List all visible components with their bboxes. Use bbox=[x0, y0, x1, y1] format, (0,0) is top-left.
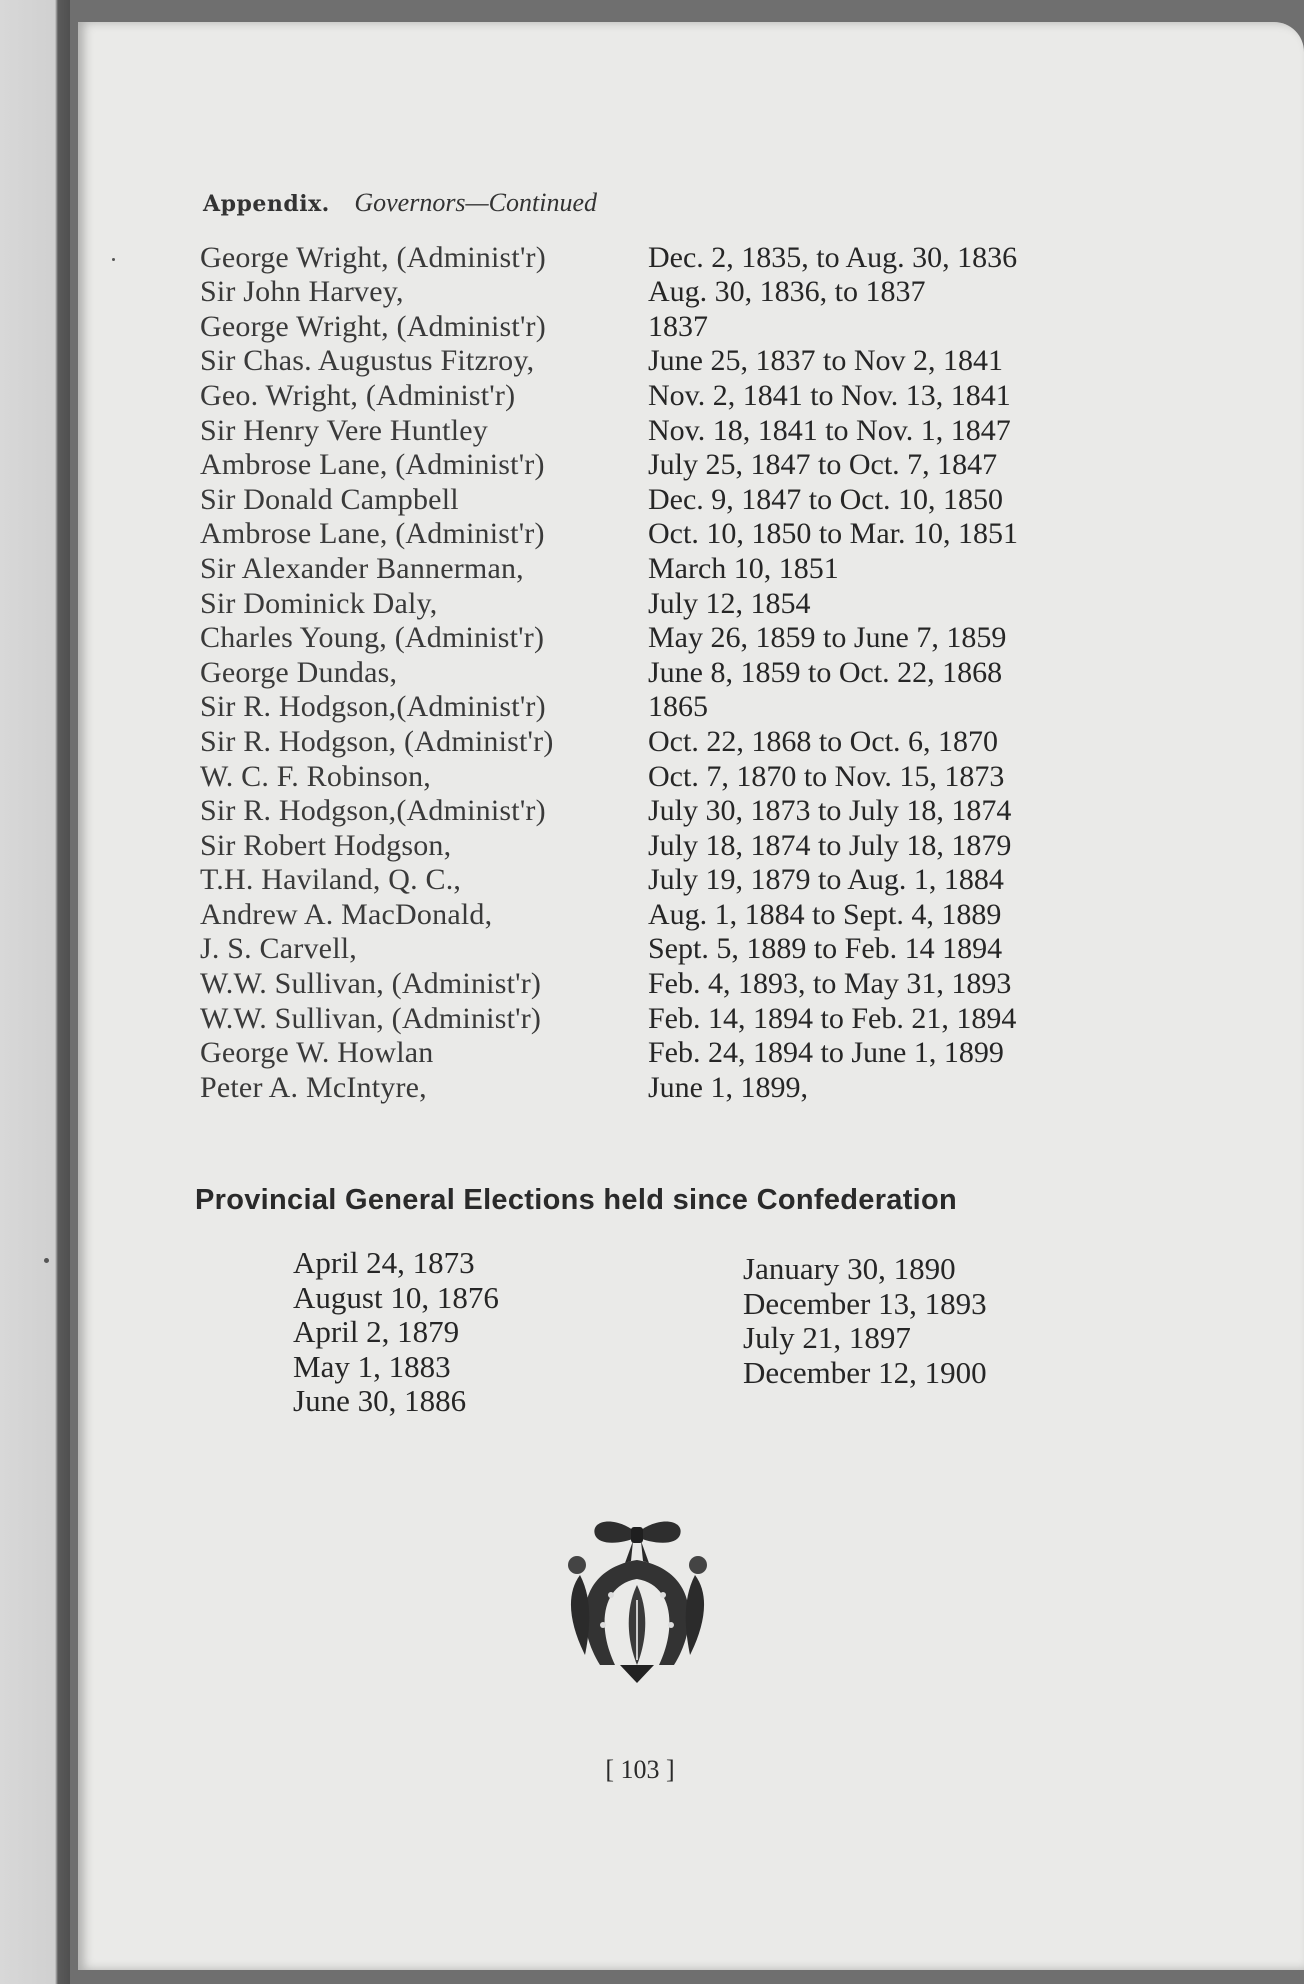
governor-term: Feb. 14, 1894 to Feb. 21, 1894 bbox=[648, 1001, 1017, 1035]
election-date: January 30, 1890 bbox=[743, 1251, 956, 1286]
governor-name: Geo. Wright, (Administ'r) bbox=[200, 378, 516, 412]
governor-row bbox=[200, 482, 1120, 517]
governor-name: Sir R. Hodgson,(Administ'r) bbox=[200, 794, 546, 828]
governor-term: July 12, 1854 bbox=[648, 586, 811, 620]
governor-row bbox=[200, 621, 1120, 656]
governor-name: Sir Henry Vere Huntley bbox=[200, 413, 488, 447]
governor-name: Sir Dominick Daly, bbox=[200, 586, 438, 620]
election-date: August 10, 1876 bbox=[293, 1279, 499, 1315]
governor-name: W.W. Sullivan, (Administ'r) bbox=[200, 1001, 542, 1035]
governor-name: T.H. Haviland, Q. C., bbox=[200, 863, 462, 897]
governor-term: Feb. 4, 1893, to May 31, 1893 bbox=[648, 967, 1012, 1001]
governor-name: Sir Robert Hodgson, bbox=[200, 828, 452, 862]
governor-term: July 18, 1874 to July 18, 1879 bbox=[648, 828, 1012, 862]
governor-name: George W. Howlan bbox=[200, 1036, 434, 1070]
governor-name: George Wright, (Administ'r) bbox=[200, 240, 546, 274]
elections-right-column bbox=[743, 1252, 987, 1390]
governor-name: W.W. Sullivan, (Administ'r) bbox=[200, 967, 542, 1001]
election-date: May 1, 1883 bbox=[293, 1348, 451, 1384]
governor-name: Sir Donald Campbell bbox=[200, 482, 459, 516]
governor-name: Ambrose Lane, (Administ'r) bbox=[200, 448, 545, 482]
governor-row bbox=[200, 759, 1120, 794]
governor-row bbox=[200, 724, 1120, 759]
scan-edge bbox=[0, 0, 70, 1984]
governor-name: George Dundas, bbox=[200, 655, 398, 689]
governor-row bbox=[200, 897, 1120, 932]
election-date: April 24, 1873 bbox=[293, 1245, 475, 1280]
appendix-label: Appendix. bbox=[203, 191, 330, 217]
governor-name: Sir R. Hodgson, (Administ'r) bbox=[200, 724, 554, 758]
governor-name: Sir Alexander Bannerman, bbox=[200, 551, 524, 585]
governor-term: July 25, 1847 to Oct. 7, 1847 bbox=[648, 448, 998, 482]
election-date: July 21, 1897 bbox=[743, 1320, 911, 1355]
governor-term: June 1, 1899, bbox=[648, 1070, 808, 1104]
election-date: April 2, 1879 bbox=[293, 1314, 460, 1349]
governor-term: Dec. 2, 1835, to Aug. 30, 1836 bbox=[648, 240, 1018, 274]
running-head bbox=[203, 188, 597, 218]
governor-term: May 26, 1859 to June 7, 1859 bbox=[648, 621, 1007, 655]
governor-row bbox=[200, 413, 1120, 448]
governor-term: Feb. 24, 1894 to June 1, 1899 bbox=[648, 1036, 1004, 1070]
governor-name: J. S. Carvell, bbox=[200, 932, 357, 966]
governor-row bbox=[200, 448, 1120, 483]
governor-name: Sir Chas. Augustus Fitzroy, bbox=[200, 344, 535, 378]
governor-name: Sir John Harvey, bbox=[200, 275, 404, 309]
governor-term: March 10, 1851 bbox=[648, 551, 839, 585]
governor-name: Sir R. Hodgson,(Administ'r) bbox=[200, 690, 546, 724]
governor-term: June 8, 1859 to Oct. 22, 1868 bbox=[648, 655, 1003, 689]
governor-row bbox=[200, 932, 1120, 967]
governor-term: Oct. 10, 1850 to Mar. 10, 1851 bbox=[648, 517, 1018, 551]
governor-row bbox=[200, 1036, 1120, 1071]
governor-name: Charles Young, (Administ'r) bbox=[200, 621, 545, 655]
election-date: December 12, 1900 bbox=[743, 1354, 987, 1390]
governor-term: Dec. 9, 1847 to Oct. 10, 1850 bbox=[648, 482, 1003, 516]
election-date: December 13, 1893 bbox=[743, 1285, 987, 1321]
governor-term: Nov. 18, 1841 to Nov. 1, 1847 bbox=[648, 413, 1011, 447]
governor-term: Aug. 1, 1884 to Sept. 4, 1889 bbox=[648, 897, 1002, 931]
governor-row bbox=[200, 378, 1120, 413]
governor-name: Ambrose Lane, (Administ'r) bbox=[200, 517, 545, 551]
governor-row bbox=[200, 275, 1120, 310]
governor-term: July 19, 1879 to Aug. 1, 1884 bbox=[648, 863, 1004, 897]
governor-name: W. C. F. Robinson, bbox=[200, 759, 431, 793]
governor-row bbox=[200, 586, 1120, 621]
governor-row bbox=[200, 690, 1120, 725]
governor-row bbox=[200, 240, 1120, 275]
speck bbox=[44, 1258, 49, 1263]
election-date: June 30, 1886 bbox=[293, 1383, 467, 1418]
horseshoe-ribbon-ornament-icon bbox=[555, 1515, 720, 1685]
governor-row bbox=[200, 1001, 1120, 1036]
page-number: [ 103 ] bbox=[605, 1755, 675, 1784]
governor-term: Sept. 5, 1889 to Feb. 14 1894 bbox=[648, 932, 1003, 966]
speck bbox=[112, 258, 115, 261]
governor-term: Oct. 22, 1868 to Oct. 6, 1870 bbox=[648, 724, 998, 758]
governor-row bbox=[200, 655, 1120, 690]
governor-term: Nov. 2, 1841 to Nov. 13, 1841 bbox=[648, 378, 1011, 412]
governor-row bbox=[200, 794, 1120, 829]
governor-row bbox=[200, 517, 1120, 552]
governor-name: Andrew A. MacDonald, bbox=[200, 897, 493, 931]
governor-name: Peter A. McIntyre, bbox=[200, 1070, 427, 1104]
governor-row bbox=[200, 1070, 1120, 1105]
governor-term: Aug. 30, 1836, to 1837 bbox=[648, 275, 926, 309]
governor-row bbox=[200, 863, 1120, 898]
governor-term: July 30, 1873 to July 18, 1874 bbox=[648, 794, 1012, 828]
governor-name: George Wright, (Administ'r) bbox=[200, 309, 546, 343]
governor-row bbox=[200, 344, 1120, 379]
governor-row bbox=[200, 966, 1120, 1001]
governor-row bbox=[200, 309, 1120, 344]
governors-table bbox=[200, 240, 1120, 1105]
governor-row bbox=[200, 551, 1120, 586]
elections-heading: Provincial General Elections held since Confederation bbox=[195, 1184, 958, 1216]
governor-row bbox=[200, 828, 1120, 863]
governor-term: June 25, 1837 to Nov 2, 1841 bbox=[648, 344, 1003, 378]
governor-term: 1837 bbox=[648, 309, 708, 343]
governor-term: 1865 bbox=[648, 690, 708, 724]
section-label: Governors—Continued bbox=[354, 188, 598, 217]
elections-left-column bbox=[293, 1246, 499, 1419]
governor-term: Oct. 7, 1870 to Nov. 15, 1873 bbox=[648, 759, 1005, 793]
